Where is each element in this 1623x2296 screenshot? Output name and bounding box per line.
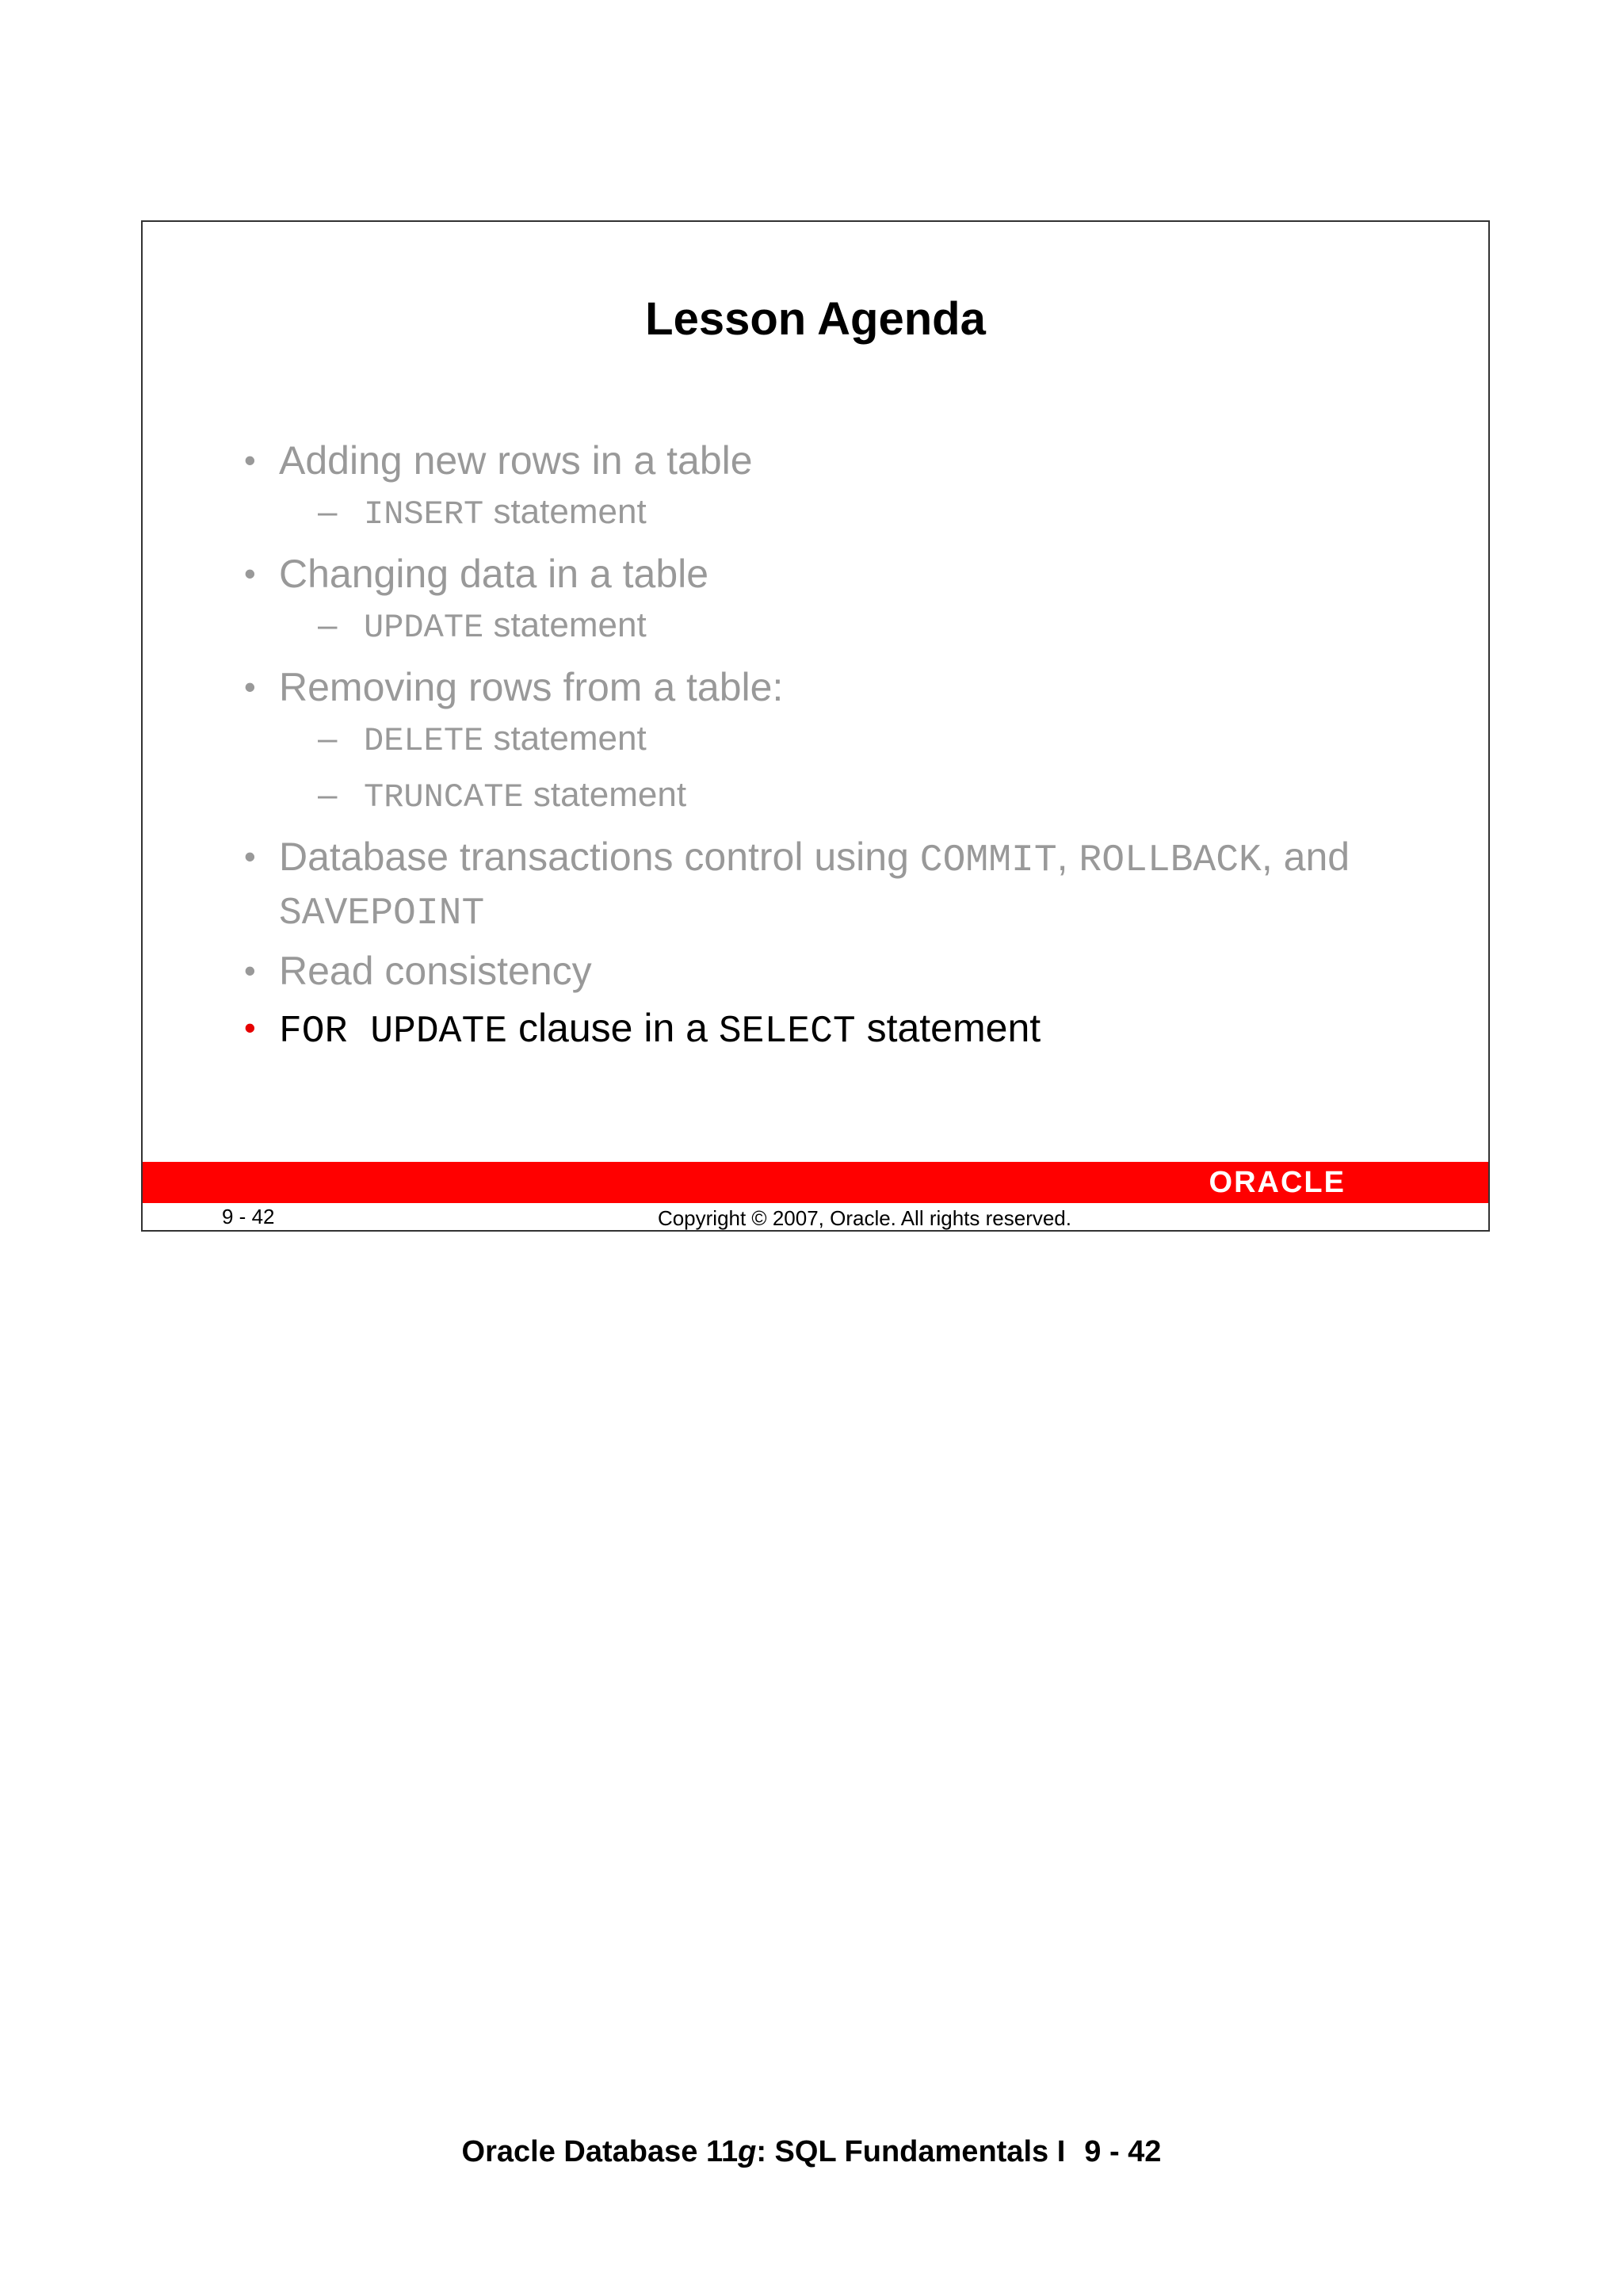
dash-icon: –: [318, 492, 338, 531]
agenda-subitem: [244, 768, 1417, 824]
agenda-subitem-code: DELETE: [364, 722, 484, 760]
dash-icon: –: [318, 606, 338, 644]
agenda-item: [244, 832, 1417, 938]
footer-page-number: 9 - 42: [1084, 2135, 1162, 2168]
slide-number: 9 - 42: [222, 1205, 275, 1228]
agenda-item-text: , and: [1261, 835, 1350, 879]
bullet-icon: •: [244, 1009, 256, 1046]
agenda-item-text: Read consistency: [279, 949, 592, 993]
agenda-item-code: COMMIT: [919, 839, 1057, 882]
agenda-item: [244, 549, 1417, 598]
brand-bar: [143, 1162, 1488, 1203]
agenda-item-code: SELECT: [718, 1010, 856, 1053]
agenda-item: [244, 946, 1417, 995]
slide-frame: [141, 220, 1490, 1232]
agenda-list: [244, 436, 1417, 1056]
agenda-item: [244, 1003, 1417, 1056]
footer-title-prefix: Oracle Database 11: [461, 2135, 739, 2168]
agenda-item-text: statement: [855, 1006, 1041, 1050]
agenda-subitem-text: statement: [523, 775, 687, 814]
page-footer: [0, 2135, 1623, 2169]
slide-title: Lesson Agenda: [645, 293, 986, 345]
dash-icon: –: [318, 775, 338, 814]
bullet-icon: •: [244, 555, 256, 592]
agenda-subitem-code: INSERT: [364, 495, 484, 533]
oracle-logo: ORACLE: [1209, 1165, 1346, 1199]
agenda-item-code: ROLLBACK: [1079, 839, 1262, 882]
bullet-icon: •: [244, 952, 256, 989]
agenda-item-text: Removing rows from a table:: [279, 665, 784, 709]
agenda-subitem: [244, 712, 1417, 768]
agenda-subitem-code: UPDATE: [364, 609, 484, 647]
agenda-item-text: Changing data in a table: [279, 552, 709, 596]
agenda-subitem-text: statement: [483, 606, 647, 644]
agenda-subitem: [244, 485, 1417, 541]
agenda-item: [244, 436, 1417, 485]
footer-title-italic: g: [738, 2135, 757, 2168]
footer-title-suffix: : SQL Fundamentals I: [756, 2135, 1066, 2168]
agenda-item-text: Database transactions control using: [279, 835, 920, 879]
slide-footer: [143, 1203, 1488, 1232]
bullet-icon: •: [244, 838, 256, 875]
agenda-item-code: SAVEPOINT: [279, 892, 485, 935]
agenda-item: [244, 663, 1417, 712]
agenda-item-code: FOR UPDATE: [279, 1010, 508, 1053]
agenda-item-text: ,: [1056, 835, 1079, 879]
agenda-subitem-text: statement: [483, 492, 647, 531]
bullet-icon: •: [244, 668, 256, 705]
agenda-subitem-code: TRUNCATE: [364, 778, 524, 816]
agenda-subitem: [244, 598, 1417, 655]
copyright-notice: Copyright © 2007, Oracle. All rights reserved.: [657, 1206, 1071, 1230]
agenda-subitem-text: statement: [483, 719, 647, 758]
dash-icon: –: [318, 719, 338, 758]
bullet-icon: •: [244, 441, 256, 479]
agenda-item-text: Adding new rows in a table: [279, 438, 753, 483]
agenda-item-text: clause in a: [507, 1006, 719, 1050]
